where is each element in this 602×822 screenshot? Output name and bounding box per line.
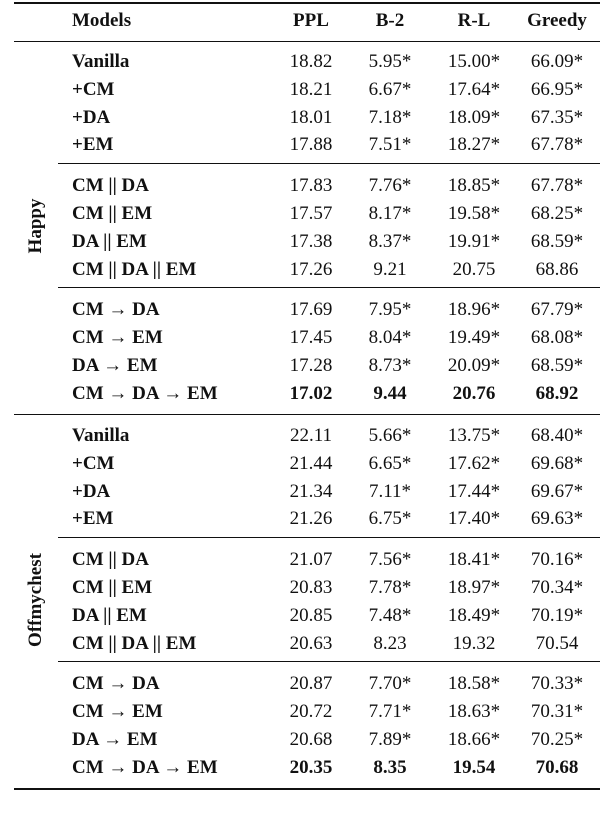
header-models: Models — [72, 10, 132, 31]
row-model: CM || EM — [72, 203, 153, 224]
cell-greedy: 70.25* — [530, 729, 584, 750]
cell-b2: 7.78* — [368, 577, 412, 598]
cell-rl: 20.76 — [452, 383, 496, 404]
row-model: Vanilla — [72, 51, 130, 72]
cell-b2: 6.65* — [368, 453, 412, 474]
cell-greedy: 68.25* — [530, 203, 584, 224]
row-model: CM || DA — [72, 175, 149, 196]
row-model: CM → DA — [72, 299, 160, 320]
cell-rl: 19.91* — [447, 231, 501, 252]
row-model: +CM — [72, 79, 115, 100]
cell-ppl: 18.82 — [289, 51, 333, 72]
cell-rl: 18.97* — [447, 577, 501, 598]
cell-ppl: 17.26 — [289, 259, 333, 280]
row-model: CM → DA → EM — [72, 383, 218, 404]
cell-ppl: 18.21 — [289, 79, 333, 100]
cell-rl: 19.32 — [452, 633, 496, 654]
cell-rl: 17.40* — [447, 508, 501, 529]
top-rule — [14, 2, 600, 4]
cell-b2: 7.71* — [368, 701, 412, 722]
cell-greedy: 68.40* — [530, 425, 584, 446]
row-model: Vanilla — [72, 425, 130, 446]
cell-ppl: 20.63 — [289, 633, 333, 654]
row-model: CM || EM — [72, 577, 153, 598]
cell-greedy: 69.63* — [530, 508, 584, 529]
cell-greedy: 70.16* — [530, 549, 584, 570]
cell-ppl: 21.07 — [289, 549, 333, 570]
cell-rl: 20.75 — [452, 259, 496, 280]
cell-ppl: 20.68 — [289, 729, 333, 750]
group-label: Offmychest — [25, 553, 46, 647]
cell-rl: 18.41* — [447, 549, 501, 570]
cell-rl: 19.49* — [447, 327, 501, 348]
cell-b2: 7.48* — [368, 605, 412, 626]
cell-b2: 8.73* — [368, 355, 412, 376]
cell-greedy: 68.08* — [530, 327, 584, 348]
cell-b2: 7.95* — [368, 299, 412, 320]
cell-b2: 7.89* — [368, 729, 412, 750]
row-model: CM → DA → EM — [72, 757, 218, 778]
cell-ppl: 17.69 — [289, 299, 333, 320]
cell-ppl: 17.02 — [289, 383, 333, 404]
cell-ppl: 21.34 — [289, 481, 333, 502]
cell-b2: 6.67* — [368, 79, 412, 100]
row-model: CM → EM — [72, 701, 163, 722]
cell-greedy: 69.68* — [530, 453, 584, 474]
cell-ppl: 20.35 — [289, 757, 333, 778]
row-model: DA || EM — [72, 231, 147, 252]
cell-b2: 9.21 — [373, 259, 407, 280]
cell-rl: 19.54 — [452, 757, 496, 778]
cell-ppl: 20.85 — [289, 605, 333, 626]
cell-greedy: 66.95* — [530, 79, 584, 100]
cell-rl: 15.00* — [447, 51, 501, 72]
header-ppl: PPL — [293, 10, 329, 31]
cell-b2: 7.70* — [368, 673, 412, 694]
cell-greedy: 67.79* — [530, 299, 584, 320]
group-label: Happy — [25, 198, 46, 254]
cell-b2: 8.04* — [368, 327, 412, 348]
cell-b2: 8.23 — [373, 633, 407, 654]
row-model: CM || DA || EM — [72, 259, 197, 280]
cell-ppl: 17.57 — [289, 203, 333, 224]
cell-greedy: 70.19* — [530, 605, 584, 626]
cell-rl: 17.64* — [447, 79, 501, 100]
cell-ppl: 17.38 — [289, 231, 333, 252]
row-model: CM → EM — [72, 327, 163, 348]
bottom-rule — [14, 788, 600, 790]
cell-greedy: 67.78* — [530, 175, 584, 196]
cell-greedy: 68.59* — [530, 231, 584, 252]
cell-ppl: 17.28 — [289, 355, 333, 376]
cell-rl: 18.27* — [447, 134, 501, 155]
cell-rl: 18.96* — [447, 299, 501, 320]
cell-b2: 6.75* — [368, 508, 412, 529]
cell-rl: 20.09* — [447, 355, 501, 376]
cell-b2: 7.56* — [368, 549, 412, 570]
cell-rl: 18.66* — [447, 729, 501, 750]
cell-b2: 8.37* — [368, 231, 412, 252]
row-model: CM || DA — [72, 549, 149, 570]
cell-ppl: 17.45 — [289, 327, 333, 348]
cell-greedy: 70.54 — [535, 633, 579, 654]
row-model: CM → DA — [72, 673, 160, 694]
cell-ppl: 20.87 — [289, 673, 333, 694]
cell-greedy: 68.86 — [535, 259, 579, 280]
cell-ppl: 18.01 — [289, 107, 333, 128]
cell-greedy: 70.31* — [530, 701, 584, 722]
cell-ppl: 21.26 — [289, 508, 333, 529]
row-model: +EM — [72, 134, 114, 155]
row-model: DA || EM — [72, 605, 147, 626]
cell-rl: 17.62* — [447, 453, 501, 474]
row-model: +DA — [72, 107, 111, 128]
block-rule — [58, 537, 600, 538]
group-rule — [14, 414, 600, 415]
row-model: DA → EM — [72, 355, 158, 376]
header-rule — [14, 41, 600, 42]
cell-b2: 5.66* — [368, 425, 412, 446]
cell-rl: 18.09* — [447, 107, 501, 128]
cell-ppl: 22.11 — [289, 425, 333, 446]
cell-ppl: 17.88 — [289, 134, 333, 155]
row-model: +EM — [72, 508, 114, 529]
header-b2: B-2 — [375, 10, 405, 31]
cell-rl: 18.58* — [447, 673, 501, 694]
cell-greedy: 66.09* — [530, 51, 584, 72]
row-model: +DA — [72, 481, 111, 502]
cell-greedy: 70.68 — [535, 757, 579, 778]
cell-ppl: 21.44 — [289, 453, 333, 474]
cell-greedy: 68.59* — [530, 355, 584, 376]
header-rl: R-L — [457, 10, 491, 31]
cell-b2: 5.95* — [368, 51, 412, 72]
cell-rl: 18.49* — [447, 605, 501, 626]
row-model: CM || DA || EM — [72, 633, 197, 654]
cell-rl: 19.58* — [447, 203, 501, 224]
cell-b2: 7.76* — [368, 175, 412, 196]
cell-rl: 17.44* — [447, 481, 501, 502]
cell-b2: 9.44 — [373, 383, 407, 404]
cell-b2: 7.11* — [368, 481, 412, 502]
cell-greedy: 68.92 — [535, 383, 579, 404]
header-greedy: Greedy — [527, 10, 587, 31]
cell-b2: 8.35 — [373, 757, 407, 778]
block-rule — [58, 163, 600, 164]
cell-greedy: 70.33* — [530, 673, 584, 694]
cell-rl: 18.85* — [447, 175, 501, 196]
cell-ppl: 20.72 — [289, 701, 333, 722]
cell-greedy: 69.67* — [530, 481, 584, 502]
cell-greedy: 67.78* — [530, 134, 584, 155]
cell-b2: 7.51* — [368, 134, 412, 155]
block-rule — [58, 287, 600, 288]
cell-b2: 8.17* — [368, 203, 412, 224]
row-model: +CM — [72, 453, 115, 474]
row-model: DA → EM — [72, 729, 158, 750]
cell-b2: 7.18* — [368, 107, 412, 128]
cell-rl: 13.75* — [447, 425, 501, 446]
cell-ppl: 17.83 — [289, 175, 333, 196]
cell-ppl: 20.83 — [289, 577, 333, 598]
cell-rl: 18.63* — [447, 701, 501, 722]
cell-greedy: 70.34* — [530, 577, 584, 598]
cell-greedy: 67.35* — [530, 107, 584, 128]
block-rule — [58, 661, 600, 662]
